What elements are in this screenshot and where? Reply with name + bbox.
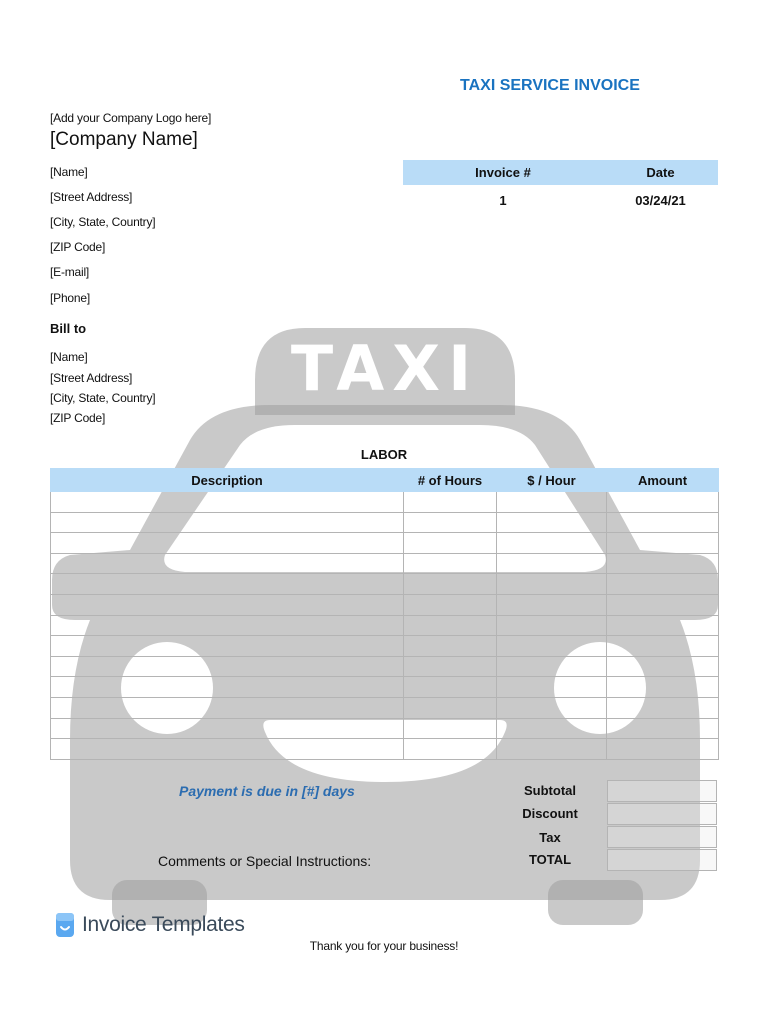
tax-label: Tax — [539, 830, 561, 845]
description-cell[interactable] — [51, 656, 404, 677]
payment-terms: Payment is due in [#] days — [179, 783, 355, 799]
subtotal-field[interactable] — [607, 780, 717, 802]
rate-cell[interactable] — [497, 615, 607, 636]
hours-cell[interactable] — [404, 512, 497, 533]
rate-cell[interactable] — [497, 492, 607, 513]
description-cell[interactable] — [51, 697, 404, 718]
invoice-number-value[interactable]: 1 — [499, 193, 507, 208]
total-label: TOTAL — [528, 852, 572, 867]
sender-email[interactable]: [E-mail] — [50, 265, 90, 279]
column-header-rate: $ / Hour — [497, 469, 607, 492]
description-cell[interactable] — [51, 739, 404, 760]
amount-cell[interactable] — [607, 594, 719, 615]
amount-cell[interactable] — [607, 574, 719, 595]
comments-label: Comments or Special Instructions: — [158, 853, 372, 869]
amount-cell[interactable] — [607, 615, 719, 636]
table-row — [51, 739, 719, 760]
hours-cell[interactable] — [404, 739, 497, 760]
rate-cell[interactable] — [497, 594, 607, 615]
hours-cell[interactable] — [404, 636, 497, 657]
table-row — [51, 677, 719, 698]
billto-name[interactable]: [Name] — [50, 350, 88, 364]
description-cell[interactable] — [51, 718, 404, 739]
amount-cell[interactable] — [607, 739, 719, 760]
invoice-templates-logo-icon — [56, 913, 74, 937]
invoice-meta-values — [403, 190, 718, 212]
sender-phone[interactable]: [Phone] — [50, 291, 90, 305]
hours-cell[interactable] — [404, 533, 497, 554]
labor-table-body — [51, 492, 719, 760]
rate-cell[interactable] — [497, 656, 607, 677]
amount-cell[interactable] — [607, 656, 719, 677]
rate-cell[interactable] — [497, 553, 607, 574]
thank-you-note: Thank you for your business! — [309, 939, 459, 953]
watermark-text: TAXI — [290, 332, 480, 405]
description-cell[interactable] — [51, 636, 404, 657]
billto-street[interactable]: [Street Address] — [50, 371, 133, 385]
description-cell[interactable] — [51, 677, 404, 698]
labor-table-header — [51, 469, 719, 492]
rate-cell[interactable] — [497, 636, 607, 657]
labor-section-title: LABOR — [360, 447, 408, 462]
rate-cell[interactable] — [497, 718, 607, 739]
description-cell[interactable] — [51, 594, 404, 615]
column-header-description: Description — [51, 469, 404, 492]
column-header-hours: # of Hours — [404, 469, 497, 492]
date-value[interactable]: 03/24/21 — [635, 193, 686, 208]
table-row — [51, 492, 719, 513]
tax-field[interactable] — [607, 826, 717, 848]
rate-cell[interactable] — [497, 739, 607, 760]
hours-cell[interactable] — [404, 677, 497, 698]
description-cell[interactable] — [51, 553, 404, 574]
rate-cell[interactable] — [497, 574, 607, 595]
billto-zip[interactable]: [ZIP Code] — [50, 411, 106, 425]
description-cell[interactable] — [51, 492, 404, 513]
company-name[interactable]: [Company Name] — [50, 129, 198, 150]
table-row — [51, 553, 719, 574]
hours-cell[interactable] — [404, 697, 497, 718]
logo-placeholder[interactable]: [Add your Company Logo here] — [50, 111, 212, 125]
amount-cell[interactable] — [607, 677, 719, 698]
discount-field[interactable] — [607, 803, 717, 825]
description-cell[interactable] — [51, 615, 404, 636]
table-row — [51, 533, 719, 554]
date-label: Date — [646, 165, 675, 180]
brand-name: Invoice Templates — [82, 913, 245, 936]
description-cell[interactable] — [51, 533, 404, 554]
sender-name[interactable]: [Name] — [50, 165, 88, 179]
sender-street[interactable]: [Street Address] — [50, 190, 133, 204]
invoice-meta-header — [403, 160, 718, 185]
table-row — [51, 718, 719, 739]
total-field[interactable] — [607, 849, 717, 871]
hours-cell[interactable] — [404, 718, 497, 739]
description-cell[interactable] — [51, 574, 404, 595]
table-row — [51, 512, 719, 533]
rate-cell[interactable] — [497, 677, 607, 698]
rate-cell[interactable] — [497, 533, 607, 554]
table-row — [51, 697, 719, 718]
hours-cell[interactable] — [404, 553, 497, 574]
rate-cell[interactable] — [497, 697, 607, 718]
billto-city[interactable]: [City, State, Country] — [50, 391, 156, 405]
invoice-title: TAXI SERVICE INVOICE — [460, 77, 640, 94]
labor-table — [50, 468, 719, 760]
bill-to-label: Bill to — [50, 321, 87, 336]
amount-cell[interactable] — [607, 718, 719, 739]
amount-cell[interactable] — [607, 492, 719, 513]
sender-zip[interactable]: [ZIP Code] — [50, 240, 106, 254]
sender-city[interactable]: [City, State, Country] — [50, 215, 156, 229]
table-row — [51, 656, 719, 677]
table-row — [51, 615, 719, 636]
table-row — [51, 636, 719, 657]
rate-cell[interactable] — [497, 512, 607, 533]
brand-logo[interactable] — [56, 912, 245, 938]
hours-cell[interactable] — [404, 492, 497, 513]
hours-cell[interactable] — [404, 656, 497, 677]
hours-cell[interactable] — [404, 574, 497, 595]
discount-label: Discount — [522, 806, 578, 821]
description-cell[interactable] — [51, 512, 404, 533]
column-header-amount: Amount — [607, 469, 719, 492]
subtotal-label: Subtotal — [524, 783, 576, 798]
hours-cell[interactable] — [404, 615, 497, 636]
amount-cell[interactable] — [607, 533, 719, 554]
amount-cell[interactable] — [607, 636, 719, 657]
hours-cell[interactable] — [404, 594, 497, 615]
amount-cell[interactable] — [607, 697, 719, 718]
invoice-number-label: Invoice # — [475, 165, 531, 180]
amount-cell[interactable] — [607, 512, 719, 533]
table-row — [51, 574, 719, 595]
amount-cell[interactable] — [607, 553, 719, 574]
table-row — [51, 594, 719, 615]
